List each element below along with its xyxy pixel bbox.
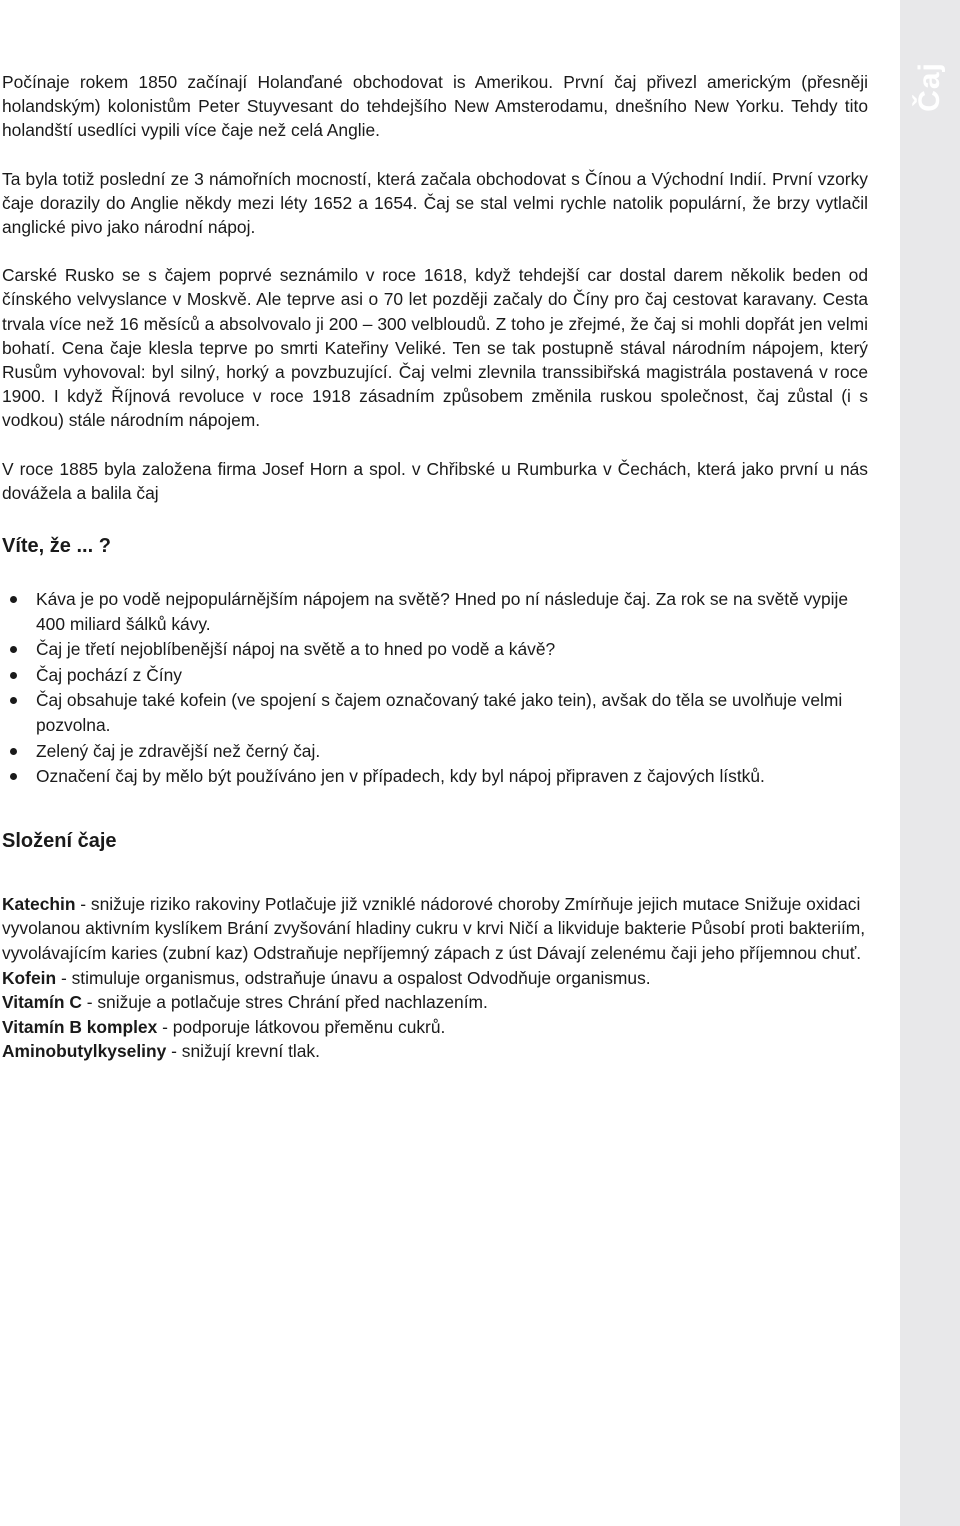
list-item: Čaj obsahuje také kofein (ve spojení s čajem označovaný také jako tein), avšak do těla se uvolňuje velmi pozvolna. <box>36 688 868 737</box>
list-item: Čaj pochází z Číny <box>36 663 868 688</box>
history-paragraph-3: Carské Rusko se s čajem poprvé seznámilo v roce 1618, když tehdejší car dostal darem několik beden od čínského velvyslance v Moskvě. Ale teprve asi o 70 let později začaly do Číny pro čaj cestovat karavany. Cesta trvala více než 16 měsíců a absolvovalo ji 200 – 300 velbloudů. Z toho je zřejmé, že čaj si mohli dopřát jen velmi bohatí. Cena čaje klesla teprve po smrti Kateřiny Veliké. Ten se tak postupně stával národním nápojem, který Rusům vyhovoval: byl silný, horký a povzbuzující. Čaj velmi zlevnila transsibiřská magistrála postavená v roce 1900. I když Říjnová revoluce v roce 1918 zásadním způsobem změnila ruskou společnost, čaj zůstal (i s vodkou) stále národním nápojem. <box>2 265 868 431</box>
composition-desc: - snižuje a potlačuje stres Chrání před nachlazením. <box>81 992 488 1013</box>
list-item: Označení čaj by mělo být používáno jen v případech, kdy byl nápoj připraven z čajových lístků. <box>36 764 868 789</box>
composition-term: Vitamín B komplex <box>2 1016 158 1037</box>
composition-desc: - podporuje látkovou přeměnu cukrů. <box>157 1016 446 1037</box>
composition-entry <box>2 990 868 1015</box>
composition-desc: - stimuluje organismus, odstraňuje únavu a ospalost Odvodňuje organismus. <box>56 967 651 988</box>
side-tab <box>900 0 960 1526</box>
composition-desc: - snižuje riziko rakoviny Potlačuje již vzniklé nádorové choroby Zmírňuje jejich mutace Snižuje oxidaci vyvolanou aktivním kyslíkem Brání zvyšování hladiny cukru v krvi Ničí a likviduje bakterie Působí proti bakteriím, vyvolávajícím karies (zubní kaz) Odstraňuje nepříjemný zápach z úst Dávají zelenému čaji jeho příjemnou chuť. <box>2 893 866 963</box>
composition-entry <box>2 966 868 991</box>
list-item: Zelený čaj je zdravější než černý čaj. <box>36 739 868 764</box>
history-paragraph-4: V roce 1885 byla založena firma Josef Horn a spol. v Chřibské u Rumburka v Čechách, která jako první u nás dovážela a balila čaj <box>2 458 868 503</box>
composition-term: Aminobutylkyseliny <box>2 1041 167 1062</box>
document-body <box>2 70 868 1064</box>
composition-term: Katechin <box>2 893 76 914</box>
composition-term: Kofein <box>2 967 57 988</box>
composition-heading: Složení čaje <box>2 829 117 852</box>
composition-entry <box>2 1039 868 1064</box>
composition-term: Vitamín C <box>2 992 82 1013</box>
history-paragraph-2: Ta byla totiž poslední ze 3 námořních mocností, která začala obchodovat s Čínou a Východní Indií. První vzorky čaje dorazily do Anglie někdy mezi léty 1652 a 1654. Čaj se stal velmi rychle natolik populární, že brzy vytlačil anglické pivo jako národní nápoj. <box>2 168 868 238</box>
composition-desc: - snižují krevní tlak. <box>166 1041 320 1062</box>
did-you-know-list <box>2 587 868 789</box>
composition-list <box>2 892 868 1064</box>
composition-entry <box>2 892 868 966</box>
did-you-know-heading: Víte, že ... ? <box>2 535 111 558</box>
history-paragraph-1: Počínaje rokem 1850 začínají Holanďané obchodovat is Amerikou. První čaj přivezl americkým (přesněji holandským) kolonistům Peter Stuyvesant do tehdejšího New Amsterodamu, dnešního New Yorku. Tehdy tito holandští usedlíci vypili více čaje než celá Anglie. <box>2 72 868 141</box>
list-item: Čaj je třetí nejoblíbenější nápoj na světě a to hned po vodě a kávě? <box>36 637 868 662</box>
composition-entry <box>2 1015 868 1040</box>
side-tab-label: Čaj <box>913 62 946 112</box>
list-item: Káva je po vodě nejpopulárnějším nápojem na světě? Hned po ní následuje čaj. Za rok se na světě vypije 400 miliard šálků kávy. <box>36 587 868 636</box>
